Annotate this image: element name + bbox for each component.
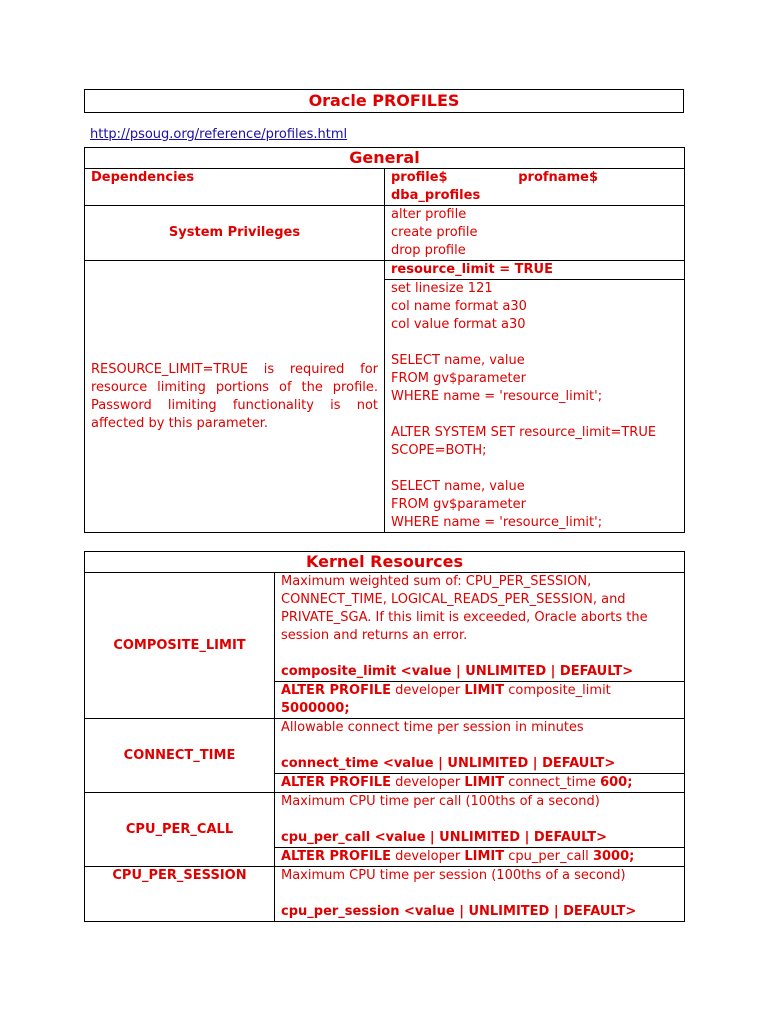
cpu-per-call-description: [275, 793, 685, 848]
reference-link[interactable]: http://psoug.org/reference/profiles.html: [90, 127, 348, 142]
connect-time-name: CONNECT_TIME: [85, 719, 275, 793]
cpu-per-session-desc-text: Maximum CPU time per session (100ths of a second): [281, 868, 626, 883]
composite-limit-description: [275, 573, 685, 682]
dependency-profile: profile$: [391, 170, 448, 185]
cpu-per-call-example: ALTER PROFILE developer LIMIT cpu_per_call 3000;: [275, 848, 685, 867]
dependencies-values: [385, 169, 685, 206]
connect-time-description: [275, 719, 685, 774]
cpu-per-session-description: [275, 867, 685, 922]
cpu-per-call-name: CPU_PER_CALL: [85, 793, 275, 867]
composite-limit-desc-text: Maximum weighted sum of: CPU_PER_SESSION, CONNECT_TIME, LOGICAL_READS_PER_SESSION, and PRIVATE_SGA. If this limit is exceeded, Oracle aborts the session and returns an error.: [281, 574, 648, 643]
composite-limit-syntax: composite_limit <value | UNLIMITED | DEFAULT>: [281, 664, 634, 679]
general-header: General: [85, 148, 685, 169]
resource-limit-heading: resource_limit = TRUE: [385, 261, 685, 280]
document-page: [84, 89, 684, 922]
composite-limit-example: ALTER PROFILE developer LIMIT composite_limit 5000000;: [275, 682, 685, 719]
system-privileges-list: alter profile create profile drop profile: [385, 206, 685, 261]
cpu-per-call-syntax: cpu_per_call <value | UNLIMITED | DEFAULT>: [281, 830, 608, 845]
system-privileges-label: System Privileges: [85, 206, 385, 261]
resource-limit-code: set linesize 121 col name format a30 col value format a30 SELECT name, value FROM gv$parameter WHERE name = 'resource_limit'; ALTER SYSTEM SET resource_limit=TRUE SCOPE=BOTH; SELECT name, value FROM gv$parameter WHERE name = 'resource_limit';: [385, 280, 685, 533]
cpu-per-session-name: CPU_PER_SESSION: [85, 867, 275, 922]
connect-time-example: ALTER PROFILE developer LIMIT connect_time 600;: [275, 774, 685, 793]
general-table: [84, 147, 685, 533]
dependency-dba-profiles: dba_profiles: [391, 188, 481, 203]
dependencies-label: Dependencies: [85, 169, 385, 206]
page-title: Oracle PROFILES: [84, 89, 684, 113]
dependency-profname: profname$: [518, 170, 598, 185]
kernel-resources-table: [84, 551, 685, 922]
connect-time-desc-text: Allowable connect time per session in minutes: [281, 720, 584, 735]
composite-limit-name: COMPOSITE_LIMIT: [85, 573, 275, 719]
resource-limit-note: RESOURCE_LIMIT=TRUE is required for resource limiting portions of the profile. Password limiting functionality is not affected by this parameter.: [85, 261, 385, 533]
connect-time-syntax: connect_time <value | UNLIMITED | DEFAULT>: [281, 756, 616, 771]
kernel-resources-header: Kernel Resources: [85, 552, 685, 573]
cpu-per-call-desc-text: Maximum CPU time per call (100ths of a second): [281, 794, 600, 809]
cpu-per-session-syntax: cpu_per_session <value | UNLIMITED | DEFAULT>: [281, 904, 637, 919]
